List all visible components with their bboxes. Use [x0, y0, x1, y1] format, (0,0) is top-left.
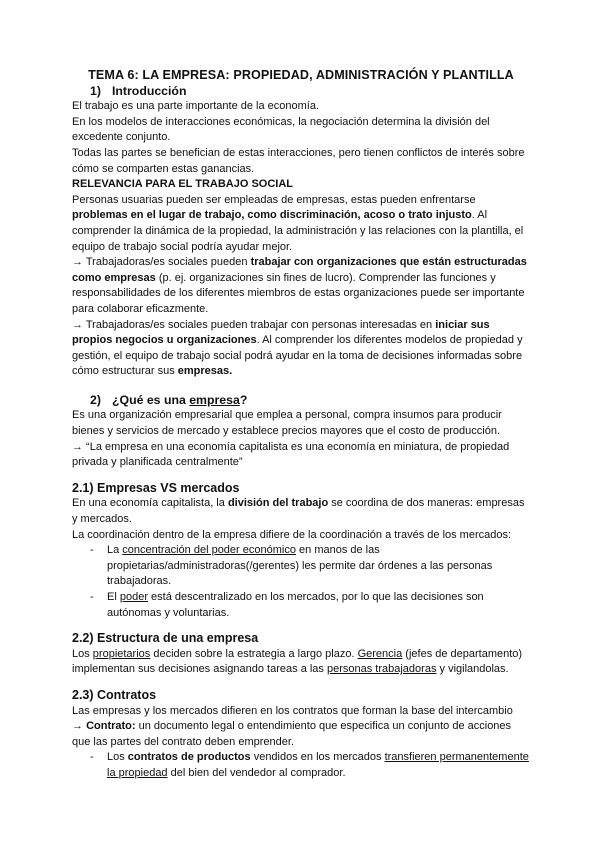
text-run: del bien del vendedor al comprador.	[167, 766, 346, 779]
text-run: está descentralizado en los mercados, por lo que las decisiones son autónomas y voluntarias.	[107, 591, 484, 619]
section-2-3-heading: 2.3) Contratos	[72, 687, 157, 702]
bold-text: problemas en el lugar de trabajo, como discriminación, acoso o trato injusto	[72, 209, 472, 222]
section-title: ¿Qué es una	[112, 392, 190, 407]
bold-text: Contrato:	[86, 720, 136, 733]
underlined-text: propietarios	[92, 647, 151, 660]
subheading-relevancia: RELEVANCIA PARA EL TRABAJO SOCIAL	[72, 178, 294, 191]
section-2-heading	[90, 393, 530, 409]
paragraph: La coordinación dentro de la empresa difiere de la coordinación a través de los mercados:	[72, 528, 512, 541]
section-title: Introducción	[112, 83, 187, 98]
text-run: un documento legal o entendimiento que especifica un conjunto de acciones que las partes del contrato deben emprender.	[72, 720, 512, 748]
text-run: vendidos en los mercados	[250, 751, 385, 764]
text-run: En una economía capitalista, la	[72, 497, 228, 510]
bold-text: empresas.	[177, 365, 233, 378]
bold-text: trabajar con organizaciones que están estructuradas como empresas	[72, 256, 527, 284]
bold-text: contratos de productos	[127, 751, 251, 764]
section-1-heading	[90, 84, 530, 100]
underlined-text: concentración del poder económico	[122, 544, 296, 557]
bold-text: división del trabajo	[227, 497, 329, 510]
section-2-1-heading: 2.1) Empresas VS mercados	[72, 480, 240, 495]
underlined-text: Gerencia	[357, 647, 403, 660]
text-run: El	[107, 591, 120, 603]
bullet-list	[72, 750, 530, 781]
bold-text: iniciar sus propios negocios u organizaciones	[72, 318, 490, 347]
text-run: deciden sobre la estrategia a largo plazo.	[150, 647, 358, 660]
document-body	[72, 68, 530, 782]
page-title: TEMA 6: LA EMPRESA: PROPIEDAD, ADMINISTRACIÓN Y PLANTILLA	[88, 68, 514, 82]
paragraph: En los modelos de interacciones económicas, la negociación determina la división del excedente conjunto.	[72, 115, 490, 144]
paragraph	[72, 318, 530, 380]
paragraph: Todas las partes se benefician de estas interacciones, pero tienen conflictos de interés sobre cómo se comparten estas ganancias.	[72, 146, 525, 175]
list-item	[72, 543, 530, 590]
underlined-text: empresa	[189, 392, 240, 407]
underlined-text: poder	[119, 591, 148, 603]
paragraph	[72, 496, 530, 527]
text-run: → Trabajadoras/es sociales pueden trabajar con personas interesadas en	[72, 318, 436, 331]
list-item	[72, 750, 530, 781]
text-run: ?	[239, 392, 248, 407]
text-run: y vigilandolas.	[436, 663, 509, 676]
text-run: Personas usuarias pueden ser empleadas de empresas, estas pueden enfrentarse	[72, 193, 476, 206]
text-run: en manos de las propietarias/administradoras(/gerentes) les permite dar órdenes a las personas trabajadoras.	[107, 544, 493, 588]
paragraph	[72, 647, 530, 678]
paragraph: Las empresas y los mercados difieren en los contratos que forman la base del intercambio	[72, 704, 513, 717]
text-run: (p. ej. organizaciones sin fines de lucro). Comprender las funciones y responsabilidades de los diferentes miembros de estas organizaciones puede ser importante para colaborar eficazmente.	[72, 271, 525, 315]
underlined-text: personas trabajadoras	[326, 663, 437, 676]
text-run: →	[72, 720, 87, 733]
paragraph	[72, 255, 530, 317]
section-number: 1)	[90, 83, 101, 98]
text-run: → Trabajadoras/es sociales pueden	[72, 256, 251, 269]
text-run: . Al comprender los diferentes modelos de propiedad y gestión, el equipo de trabajo social podrá ayudar en la toma de decisiones informadas sobre cómo estructurar sus	[72, 334, 523, 378]
text-run: Los	[107, 751, 128, 764]
text-run: . Al comprender la dinámica de la propiedad, la administración y las relaciones con la plantilla, el equipo de trabajo social podría ayudar mejor.	[72, 209, 524, 253]
paragraph: El trabajo es una parte importante de la economía.	[72, 100, 320, 113]
section-2-2-heading: 2.2) Estructura de una empresa	[72, 631, 259, 646]
underlined-text: transfieren permanentemente la propiedad	[107, 751, 529, 779]
bullet-list	[72, 543, 530, 621]
section-number: 2)	[90, 392, 101, 407]
paragraph	[72, 193, 530, 255]
paragraph: Es una organización empresarial que emplea a personal, compra insumos para producir bienes y servicios de mercado y establece precios mayores que el costo de producción.	[72, 409, 502, 438]
text-run: La	[107, 544, 123, 557]
text-run: se coordina de dos maneras: empresas y mercados.	[72, 497, 525, 526]
paragraph: → “La empresa en una economía capitalista es una economía en miniatura, de propiedad privada y planificada centralmente”	[72, 440, 510, 469]
list-item	[72, 590, 530, 621]
paragraph	[72, 719, 530, 750]
text-run: Los	[72, 647, 93, 660]
text-run: (jefes de departamento) implementan sus decisiones asignando tareas a las	[72, 647, 523, 676]
